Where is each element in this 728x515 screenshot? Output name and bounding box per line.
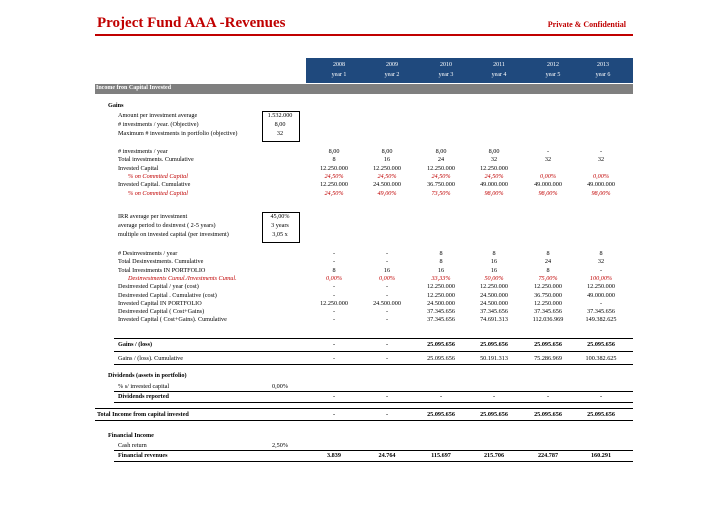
- value-cell: 12.250.000: [587, 283, 615, 291]
- value-cell: 75,00%: [538, 274, 558, 282]
- year-2008: 2008: [333, 62, 345, 68]
- financial-bottom-rule: [114, 461, 633, 462]
- gains-cum-label: Gains / (loss). Cumulative: [118, 355, 183, 362]
- value-cell: -: [439, 393, 443, 400]
- value-cell: -: [385, 411, 389, 418]
- confidential-label: Private & Confidential: [547, 20, 626, 29]
- value-cell: 12.250.000: [534, 283, 562, 291]
- value-cell: -: [332, 316, 336, 324]
- total-top-rule: [95, 408, 633, 409]
- value-cell: 24.500.000: [427, 299, 455, 307]
- gains-bottom-rule: [114, 364, 633, 365]
- title-rule: [95, 34, 633, 36]
- value-cell: 50.191.313: [480, 355, 508, 362]
- row-label: Desinvested Capital . Cumulative (cost): [118, 291, 217, 299]
- value-cell: 12.250.000: [320, 181, 348, 189]
- param-label: IRR average per investment: [118, 213, 188, 220]
- year-label-5: year 5: [545, 72, 561, 78]
- dividends-pct-label: % s/ invested capital: [118, 383, 170, 390]
- value-cell: -: [385, 283, 389, 291]
- value-cell: 8,00: [488, 148, 500, 155]
- value-cell: 25.095.656: [534, 341, 562, 348]
- row-label: Total investments. Cumulative: [118, 156, 194, 164]
- value-cell: -: [332, 308, 336, 316]
- row-label: % on Commited Capital: [128, 189, 188, 197]
- param-label: Amount per investment average: [118, 112, 198, 119]
- value-cell: 24,50%: [324, 189, 344, 197]
- value-cell: 24.500.000: [373, 299, 401, 307]
- param-value: 3 years: [271, 222, 289, 229]
- year-label-1: year 1: [331, 72, 347, 78]
- year-2009: 2009: [386, 62, 398, 68]
- gains-top-rule: [114, 338, 633, 339]
- value-cell: 112.036.969: [532, 316, 564, 324]
- value-cell: 37.345.656: [480, 308, 508, 316]
- value-cell: 8: [439, 258, 443, 266]
- value-cell: -: [492, 393, 496, 400]
- value-cell: 160.291: [590, 452, 612, 459]
- value-cell: 25.095.656: [480, 411, 508, 418]
- value-cell: 0,00%: [593, 172, 609, 180]
- value-cell: 24.764: [378, 452, 396, 459]
- value-cell: 12.250.000: [320, 299, 348, 307]
- value-cell: -: [599, 299, 603, 307]
- value-cell: 25.095.656: [480, 341, 508, 348]
- value-cell: -: [385, 291, 389, 299]
- value-cell: -: [599, 266, 603, 274]
- value-cell: 98,00%: [538, 189, 558, 197]
- value-cell: 24,50%: [431, 172, 451, 180]
- value-cell: 12.250.000: [427, 283, 455, 291]
- value-cell: -: [546, 393, 550, 400]
- value-cell: 36.750.000: [427, 181, 455, 189]
- value-cell: -: [385, 258, 389, 266]
- row-label: Invested Capital. Cumulative: [118, 181, 191, 189]
- value-cell: -: [332, 341, 336, 348]
- year-label-2: year 2: [384, 72, 400, 78]
- value-cell: 224.787: [537, 452, 559, 459]
- value-cell: 49,00%: [377, 189, 397, 197]
- row-label: Invested Capital: [118, 164, 159, 172]
- value-cell: 25.095.656: [427, 341, 455, 348]
- row-label: Desinvestments Cumul./Investments Cumul.: [128, 274, 237, 282]
- value-cell: 25.095.656: [587, 341, 615, 348]
- value-cell: 24: [544, 258, 552, 266]
- value-cell: 49.000.000: [480, 181, 508, 189]
- value-cell: 8: [332, 266, 336, 274]
- value-cell: 8: [492, 250, 496, 257]
- cash-return-value: 2,50%: [272, 442, 288, 449]
- value-cell: 16: [383, 266, 391, 274]
- value-cell: -: [385, 393, 389, 400]
- value-cell: 12.250.000: [427, 164, 455, 172]
- year-header-band: [306, 58, 633, 83]
- param-label: average period to desinvest ( 2-5 years): [118, 222, 216, 229]
- value-cell: 12.250.000: [480, 283, 508, 291]
- value-cell: 8: [546, 250, 550, 257]
- value-cell: 25.095.656: [427, 355, 455, 362]
- total-bottom-rule: [95, 420, 633, 421]
- value-cell: 16: [490, 266, 498, 274]
- value-cell: 8: [546, 266, 550, 274]
- dividends-reported-label: Dividends reported: [118, 393, 169, 400]
- value-cell: -: [332, 283, 336, 291]
- value-cell: 37.345.656: [427, 316, 455, 324]
- value-cell: 115.697: [431, 452, 451, 459]
- value-cell: 8,00: [381, 148, 393, 155]
- value-cell: 8: [439, 250, 443, 257]
- param-value: 8,00: [274, 121, 286, 128]
- value-cell: 98,00%: [591, 189, 611, 197]
- value-cell: 75.286.969: [534, 355, 562, 362]
- param-value: 45,00%: [270, 213, 290, 220]
- value-cell: 37.345.656: [427, 308, 455, 316]
- value-cell: 16: [490, 258, 498, 266]
- value-cell: -: [599, 148, 603, 155]
- row-label: # Desinvestments / year: [118, 250, 178, 257]
- value-cell: 16: [383, 156, 391, 164]
- value-cell: 49.000.000: [534, 181, 562, 189]
- year-2012: 2012: [547, 62, 559, 68]
- param-label: multiple on invested capital (per investment): [118, 231, 229, 238]
- value-cell: 49.000.000: [587, 181, 615, 189]
- section-title: Income fron Capital Invested: [96, 85, 172, 91]
- row-label: Desinvested Capital ( Cost+Gains): [118, 308, 205, 316]
- value-cell: 8,00: [435, 148, 447, 155]
- value-cell: 8,00: [328, 148, 340, 155]
- value-cell: 24: [437, 156, 445, 164]
- row-label: Total Desinvestments. Cumulative: [118, 258, 204, 266]
- value-cell: 8: [332, 156, 336, 164]
- year-label-4: year 4: [491, 72, 507, 78]
- value-cell: 50,00%: [484, 274, 504, 282]
- value-cell: 25.095.656: [427, 411, 455, 418]
- year-label-6: year 6: [595, 72, 611, 78]
- row-label: Total Investments IN PORTFOLIO: [118, 266, 206, 274]
- year-2013: 2013: [597, 62, 609, 68]
- value-cell: -: [385, 308, 389, 316]
- value-cell: 0,00%: [540, 172, 556, 180]
- dividends-bottom-rule: [114, 402, 633, 403]
- value-cell: 73,50%: [431, 189, 451, 197]
- financial-heading: Financial Income: [108, 432, 154, 439]
- value-cell: 74.691.313: [480, 316, 508, 324]
- param-value: 3,05 x: [272, 231, 288, 238]
- value-cell: 33,33%: [431, 274, 451, 282]
- value-cell: 12.250.000: [480, 164, 508, 172]
- value-cell: 36.750.000: [534, 291, 562, 299]
- cash-return-label: Cash return: [118, 442, 147, 449]
- value-cell: 32: [597, 258, 605, 266]
- value-cell: 0,00%: [326, 274, 342, 282]
- value-cell: 16: [437, 266, 445, 274]
- param-label: # investments / year. (Objective): [118, 121, 199, 128]
- value-cell: 98,00%: [484, 189, 504, 197]
- param-value: 32: [276, 130, 284, 137]
- param-value: 1.532.000: [267, 112, 293, 119]
- row-label: Invested Capital ( Cost+Gains). Cumulative: [118, 316, 227, 324]
- value-cell: -: [332, 393, 336, 400]
- row-label: % on Commited Capital: [128, 172, 188, 180]
- value-cell: 24.500.000: [480, 299, 508, 307]
- value-cell: -: [332, 250, 336, 257]
- value-cell: 24,50%: [324, 172, 344, 180]
- value-cell: 12.250.000: [373, 164, 401, 172]
- page-title: Project Fund AAA -Revenues: [97, 15, 286, 31]
- value-cell: -: [385, 341, 389, 348]
- param-label: Maximum # investments in portfolio (objective): [118, 130, 238, 137]
- value-cell: -: [332, 258, 336, 266]
- value-cell: 12.250.000: [427, 291, 455, 299]
- dividends-pct-value: 0,00%: [272, 383, 288, 390]
- value-cell: 25.095.656: [534, 411, 562, 418]
- value-cell: 149.382.625: [585, 316, 617, 324]
- value-cell: -: [385, 316, 389, 324]
- section-band: [95, 84, 633, 94]
- value-cell: 25.095.656: [587, 411, 615, 418]
- value-cell: 24.500.000: [373, 181, 401, 189]
- value-cell: 0,00%: [379, 274, 395, 282]
- value-cell: 8: [599, 250, 603, 257]
- value-cell: -: [385, 250, 389, 257]
- value-cell: 37.345.656: [587, 308, 615, 316]
- total-income-label: Total Income from capital invested: [97, 411, 189, 418]
- year-2010: 2010: [440, 62, 452, 68]
- value-cell: 100,00%: [589, 274, 613, 282]
- gains-row-label: Gains / (loss): [118, 341, 153, 348]
- value-cell: -: [332, 411, 336, 418]
- value-cell: 37.345.656: [534, 308, 562, 316]
- year-label-3: year 3: [438, 72, 454, 78]
- value-cell: -: [332, 355, 336, 362]
- value-cell: 12.250.000: [534, 299, 562, 307]
- value-cell: 24,50%: [377, 172, 397, 180]
- value-cell: -: [599, 393, 603, 400]
- value-cell: 32: [544, 156, 552, 164]
- financial-top-rule: [114, 450, 633, 451]
- value-cell: 100.382.625: [585, 355, 617, 362]
- row-label: Desinvested Capital / year (cost): [118, 283, 199, 291]
- value-cell: 24,50%: [484, 172, 504, 180]
- value-cell: 12.250.000: [320, 164, 348, 172]
- dividends-top-rule: [114, 391, 633, 392]
- financial-revenues-label: Financial revenues: [118, 452, 168, 459]
- value-cell: 215.706: [483, 452, 505, 459]
- value-cell: 32: [490, 156, 498, 164]
- gains-mid-rule: [114, 351, 633, 352]
- value-cell: 3.839: [327, 452, 341, 459]
- row-label: # investments / year: [118, 148, 168, 155]
- value-cell: -: [546, 148, 550, 155]
- value-cell: 24.500.000: [480, 291, 508, 299]
- value-cell: -: [332, 291, 336, 299]
- dividends-heading: Dividends (assets in portfolio): [108, 372, 187, 379]
- value-cell: 32: [597, 156, 605, 164]
- year-2011: 2011: [493, 62, 505, 68]
- row-label: Invested Capital IN PORTFOLIO: [118, 299, 202, 307]
- gains-heading: Gains: [108, 102, 124, 109]
- value-cell: -: [385, 355, 389, 362]
- value-cell: 49.000.000: [587, 291, 615, 299]
